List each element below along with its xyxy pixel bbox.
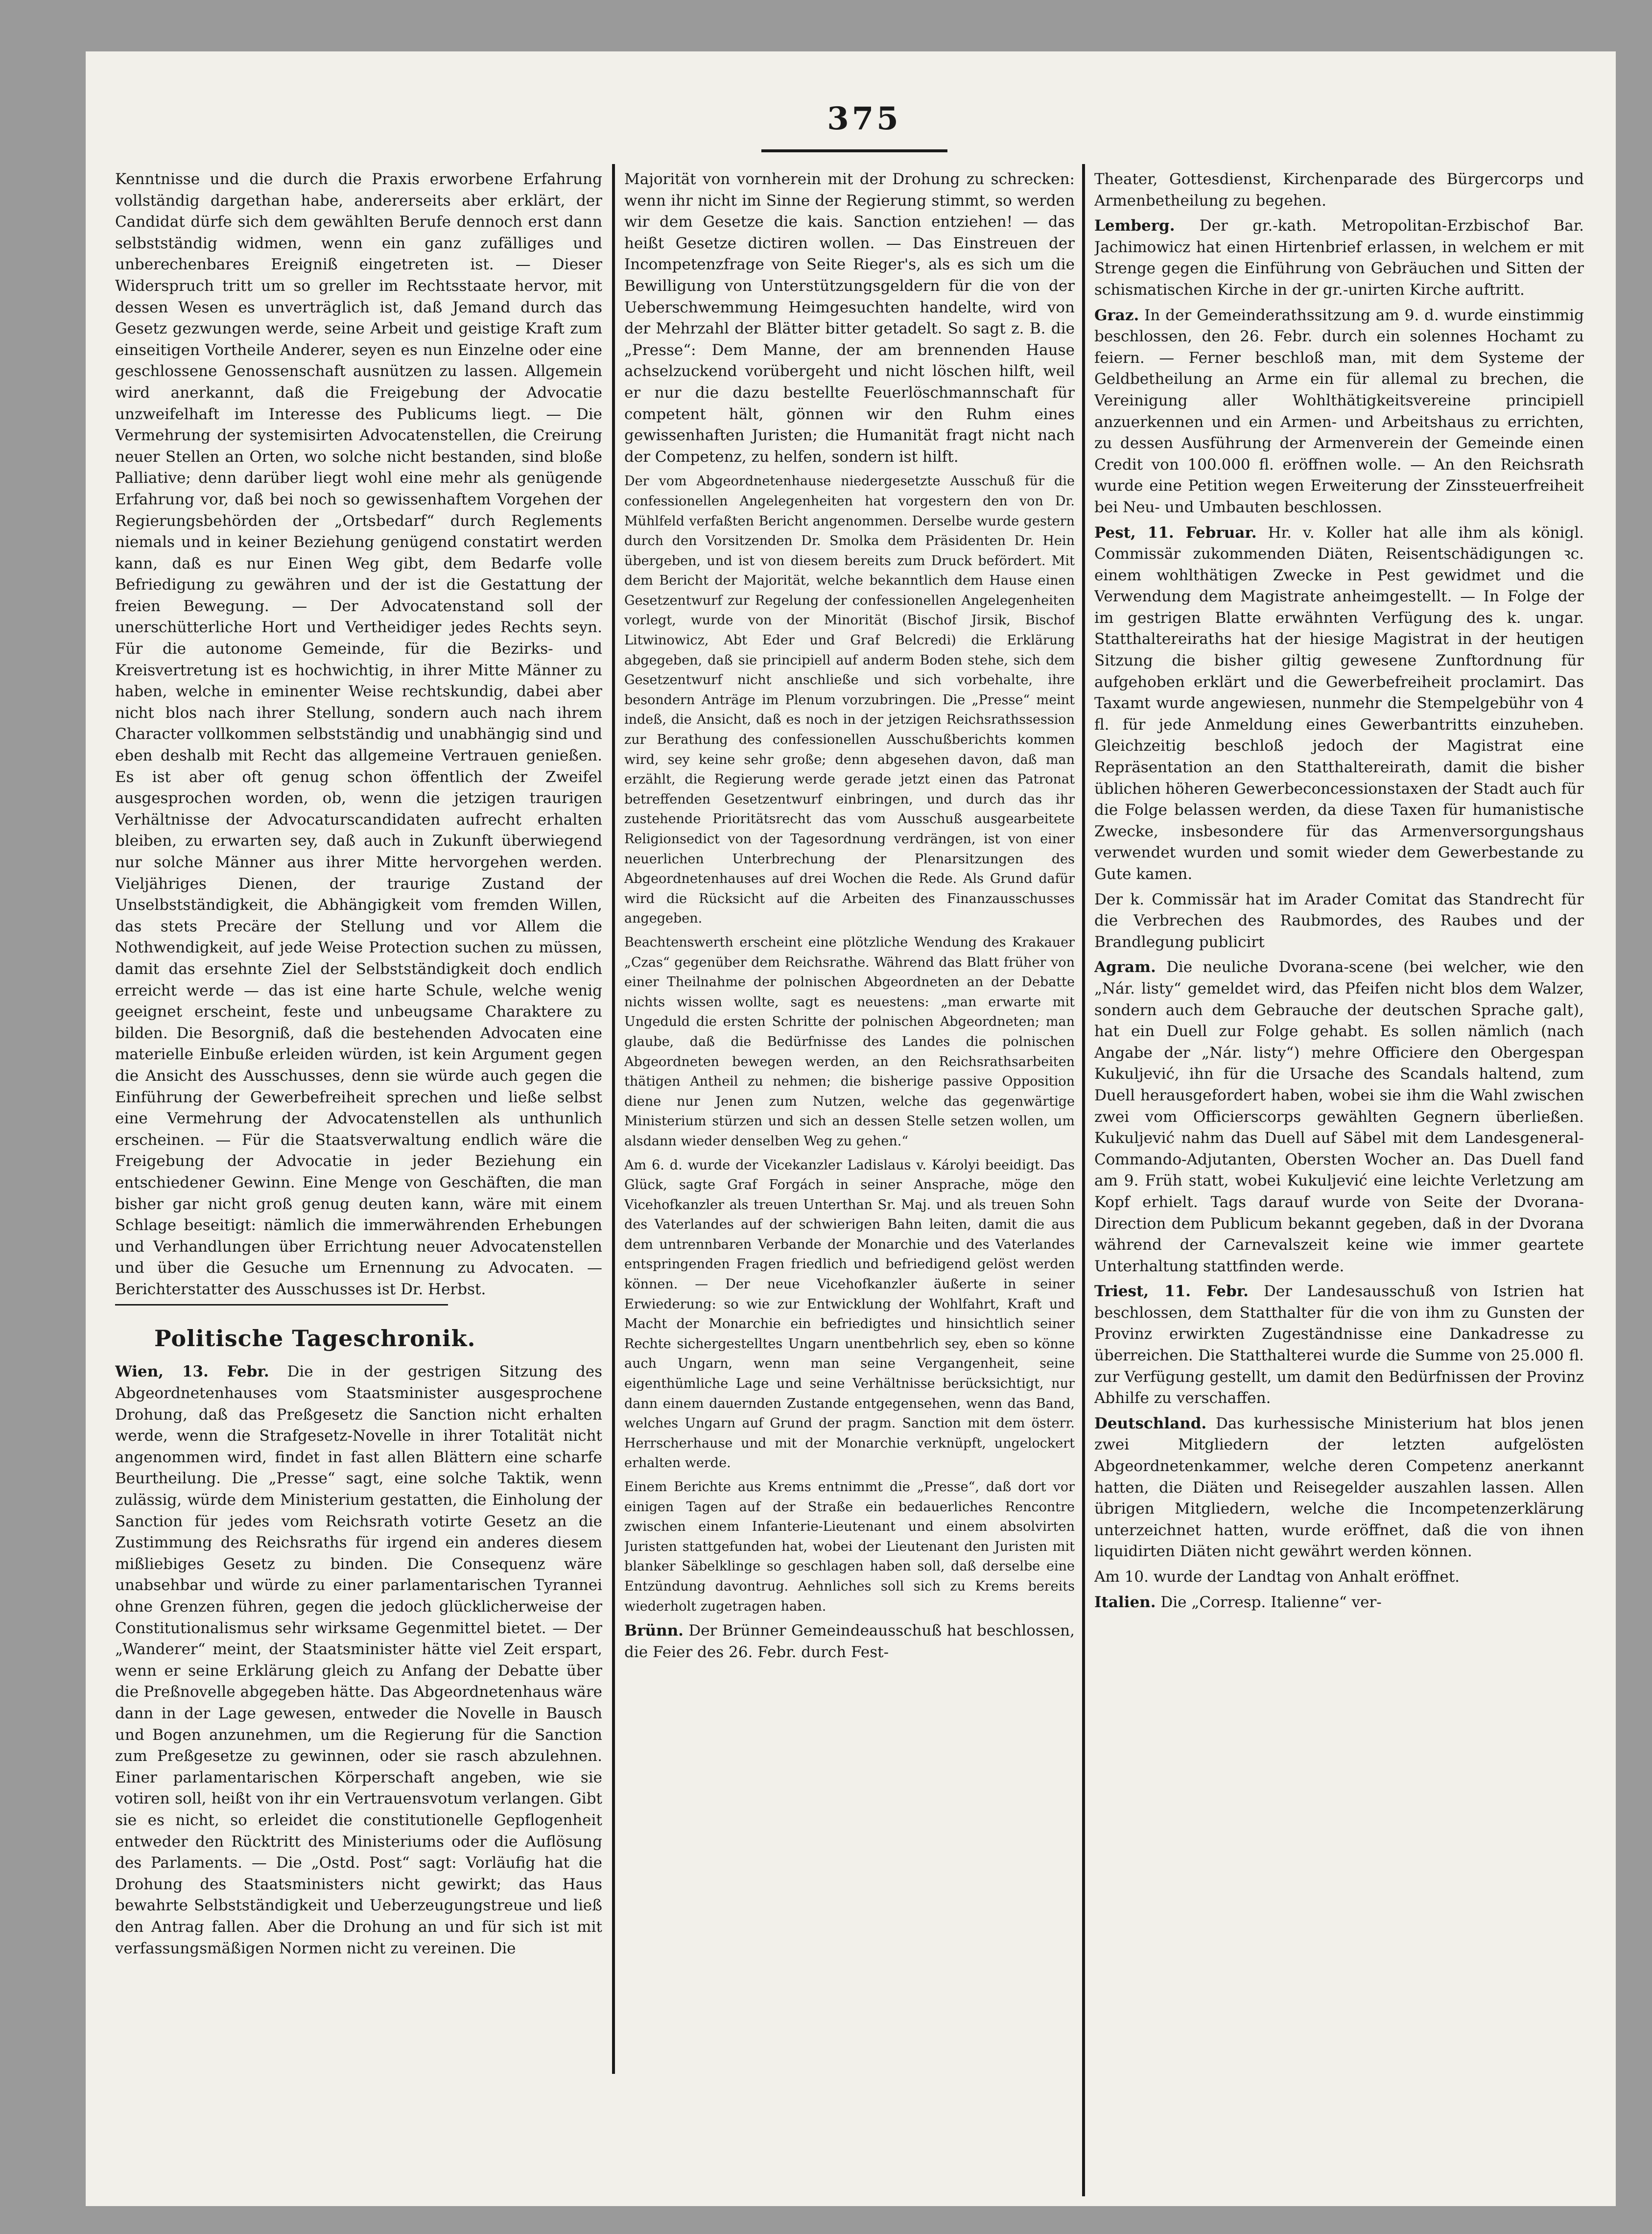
column-divider-left	[612, 164, 615, 2074]
column-middle	[624, 169, 1075, 1667]
dateline: Agram.	[1094, 958, 1156, 976]
article-paragraph: Pest, 11. Februar. Hr. v. Koller hat alle ihm als königl. Commissär zukommenden Diäten, Reisentschädigungen ꝛc. einem wohlthätigen Zwecke in Pest gewidmet und die Verwendung dem Magistrate anheimgestellt. — In Folge der im gestrigen Blatte erwähnten Verfügung des k. ungar. Statthaltereiraths hat der hiesige Magistrat in der heutigen Sitzung die bisher giltig gewesene Zunftordnung für aufgehoben erklärt und die Gewerbefreiheit proclamirt. Das Taxamt wurde angewiesen, nunmehr die Stempelgebühr von 4 fl. für jede Anmeldung eines Gewerbantritts einzuheben. Gleichzeitig beschloß jedoch der Magistrat eine Repräsentation an den Statthaltereirath, damit die bisher üblichen höheren Gewerbeconcessionstaxen der Stadt auch für die Folge belassen werden, da diese Taxen für humanistische Zwecke, insbesondere für das Armenversorgungshaus verwendet wurden und somit wieder dem Gewerbestande zu Gute kamen.	[1094, 523, 1584, 883]
article-paragraph: Am 6. d. wurde der Vicekanzler Ladislaus v. Károlyi beeidigt. Das Glück, sagte Graf Forgách in seiner Ansprache, möge den Vicehofkanzler als treuen Unterthan Sr. Maj. und als treuen Sohn des Vaterlandes auf der schwierigen Bahn leiten, damit die aus dem untrennbaren Verbande der Monarchie und des Vaterlandes entspringenden Fragen friedlich und befriedigend gelöst werden können. — Der neue Vicehofkanzler äußerte in seiner Erwiederung: so wie zur Entwicklung der Wohlfahrt, Kraft und Macht der Monarchie ein befriedigtes und hinsichtlich seiner Rechte sichergestelltes Ungarn unentbehrlich sey, eben so könne auch Ungarn, wenn man seine Vergangenheit, seine eigenthümliche Lage und seine Verhältnisse berücksichtigt, nur dann einem dauernden Zustande entgegensehen, wenn das Band, welches Ungarn auf Grund der pragm. Sanction mit dem österr. Herrscherhause und mit der Monarchie verknüpft, ungelockert erhalten werde.	[624, 1157, 1075, 1471]
article-paragraph: Deutschland. Das kurhessische Ministerium hat blos jenen zwei Mitgliedern der letzten aufgelösten Abgeordnetenkammer, welche deren Competenz anerkannt hatten, die Diäten und Reisegelder auszahlen lassen. Allen übrigen Mitgliedern, welche die Incompetenzerklärung unterzeichnet hatten, wurde eröffnet, daß die von ihnen liquidirten Diäten nicht gewährt werden können.	[1094, 1414, 1584, 1561]
section-title: Politische Tageschronik.	[154, 1325, 476, 1352]
article-paragraph: Lemberg. Der gr.-kath. Metropolitan-Erzbischof Bar. Jachimowicz hat einen Hirtenbrief erlassen, in welchem er mit Strenge gegen die Einführung von Gebräuchen und Sitten der schismatischen Kirche in der gr.-unirten Kirche auftritt.	[1094, 217, 1584, 299]
dateline: Lemberg.	[1094, 217, 1175, 235]
article-paragraph: Der vom Abgeordnetenhause niedergesetzte Ausschuß für die confessionellen Angelegenheiten hat vorgestern den von Dr. Mühlfeld verfaßten Bericht angenommen. Derselbe wurde gestern durch den Vorsitzenden Dr. Smolka dem Präsidenten Dr. Hein übergeben, und ist von diesem bereits zum Druck befördert. Mit dem Bericht der Majorität, welche bekanntlich dem Hause einen Gesetzentwurf zur Regelung der confessionellen Angelegenheiten vorlegt, wurde von der Minorität (Bischof Jirsik, Bischof Litwinowicz, Abt Eder und Graf Belcredi) die Erklärung abgegeben, daß sie principiell auf anderm Boden stehe, sich dem Gesetzentwurf nicht anschließe und sich vorbehalte, ihre besondern Anträge im Plenum vorzubringen. Die „Presse“ meint indeß, die Ansicht, daß es noch in der jetzigen Reichsrathssession zur Berathung des confessionellen Ausschußberichts kommen wird, sey keine sehr große; denn abgesehen davon, daß man erzählt, die Regierung werde gerade jetzt einen das Patronat betreffenden Gesetzentwurf einbringen, und durch das ihr zustehende Prioritätsrecht das vom Ausschuß ausgearbeitete Religionsedict von der Tagesordnung verdrängen, ist von einer neuerlichen Unterbrechung der Plenarsitzungen des Abgeordnetenhauses auf drei Wochen die Rede. Als Grund dafür wird die Rücksicht auf die Arbeiten des Finanzausschusses angegeben.	[624, 474, 1075, 927]
article-paragraph: Triest, 11. Febr. Der Landesausschuß von Istrien hat beschlossen, dem Statthalter für die von ihm zu Gunsten der Provinz erwirkten Zugeständnisse eine Dankadresse zu überreichen. Die Statthalterei wurde die Summe von 25.000 fl. zur Verfügung gestellt, um damit den Bedürfnissen der Provinz Abhilfe zu verschaffen.	[1094, 1283, 1584, 1407]
article-paragraph: Theater, Gottesdienst, Kirchenparade des Bürgercorps und Armenbetheilung zu begehen.	[1094, 170, 1584, 210]
article-paragraph: Am 10. wurde der Landtag von Anhalt eröffnet.	[1094, 1568, 1460, 1586]
article-paragraph: Der k. Commissär hat im Arader Comitat das Standrecht für die Verbrechen des Raubmordes, des Raubes und der Brandlegung publicirt	[1094, 890, 1584, 951]
dateline: Deutschland.	[1094, 1414, 1207, 1432]
page-number: 375	[827, 100, 901, 137]
dateline: Pest, 11. Februar.	[1094, 523, 1257, 542]
dateline: Wien, 13. Febr.	[115, 1363, 269, 1381]
dateline: Italien.	[1094, 1593, 1156, 1611]
section-rule	[115, 1304, 448, 1306]
article-paragraph: Einem Berichte aus Krems entnimmt die „Presse“, daß dort vor einigen Tagen auf der Straße ein bedauerliches Rencontre zwischen einem Infanterie-Lieutenant und einem absolvirten Juristen stattgefunden hat, wobei der Lieutenant den Juristen mit blanker Säbelklinge so geschlagen haben soll, daß derselbe eine Entzündung davontrug. Aehnliches soll sich zu Krems bereits wiederholt zugetragen haben.	[624, 1479, 1075, 1614]
newspaper-page	[86, 51, 1616, 2206]
article-paragraph: Majorität von vornherein mit der Drohung zu schrecken: wenn ihr nicht im Sinne der Regierung stimmt, so werden wir dem Gesetze die kais. Sanction entziehen! — das heißt Gesetze dictiren wollen. — Das Einstreuen der Incompetenzfrage von Seite Rieger's, als es sich um die Bewilligung von Unterstützungsgeldern für die von der Ueberschwemmung Heimgesuchten handelte, wird von der Mehrzahl der Blätter bitter getadelt. So sagt z. B. die „Presse“: Dem Manne, der am brennenden Hause achselzuckend vorübergeht und nicht löschen hilft, weil er nur die dazu bestellte Feuerlöschmannschaft für competent hält, gönnen wir den Ruhm eines gewissenhaften Juristen; die Humanität fragt nicht nach der Competenz, zu helfen, sondern ist hilft.	[624, 170, 1075, 466]
article-paragraph: Beachtenswerth erscheint eine plötzliche Wendung des Krakauer „Czas“ gegenüber dem Reichsrathe. Während das Blatt früher von einer Theilnahme der polnischen Abgeordneten an der Debatte nichts wissen wollte, sagt es neuestens: „man erwarte mit Ungeduld die ersten Schritte der polnischen Abgeordneten; man glaube, daß die Bedürfnisse des Landes die polnischen Abgeordneten bewegen werden, an den Reichsrathsarbeiten thätigen Antheil zu nehmen; die bisherige passive Opposition diene nur Jenen zum Nutzen, welche das gegenwärtige Ministerium stürzen und sich an dessen Stelle setzen wollen, um alsdann wieder denselben Weg zu gehen.“	[624, 934, 1075, 1149]
article-paragraph: Kenntnisse und die durch die Praxis erworbene Erfahrung vollständig dargethan habe, andererseits aber erklärt, der Candidat dürfe sich dem gewählten Berufe dennoch erst dann selbstständig widmen, wenn ein ganz zufälliges und unberechenbares Ereigniß eingetreten ist. — Dieser Widerspruch tritt um so greller im Rechtsstaate hervor, mit dessen Wesen es unverträglich ist, daß Jemand durch das Gesetz gezwungen werde, seine Arbeit und geistige Kraft zum einseitigen Vortheile Anderer, seyen es nun Einzelne oder eine geschlossene Genossenschaft ausnützen zu lassen. Allgemein wird anerkannt, daß die Freigebung der Advocatie unzweifelhaft im Interesse des Publicums liegt. — Die Vermehrung der systemisirten Advocatenstellen, die Creirung neuer Stellen an Orten, wo solche nicht bestanden, sind bloße Palliative; denn darüber liegt wohl eine mehr als genügende Erfahrung vor, daß bei noch so gewissenhaftem Vorgehen der Regierungsbehörden der „Ortsbedarf“ durch Reglements niemals und in keiner Beziehung genügend constatirt werden kann, daß es nur Einen Weg gibt, dem Bedarfe volle Befriedigung zu gewähren und der ist die Gestattung der freien Bewegung. — Der Advocatenstand soll der unerschütterliche Hort und Vertheidiger jedes Rechts seyn. Für die autonome Gemeinde, für die Bezirks- und Kreisvertretung ist es hochwichtig, in ihrer Mitte Männer zu haben, welche in eminenter Weise rechtskundig, dabei aber nicht blos nach ihrer Stellung, sondern auch nach ihrem Character vollkommen selbstständig und unabhängig sind und eben deshalb mit Recht das allgemeine Vertrauen genießen. Es ist aber oft genug schon öffentlich der Zweifel ausgesprochen worden, ob, wenn die jetzigen traurigen Verhältnisse der Advocaturscandidaten aufrecht erhalten bleiben, zu erwarten sey, daß auch in Zukunft überwiegend nur solche Männer aus ihrer Mitte hervorgehen werden. Vieljähriges Dienen, der traurige Zustand der Unselbstständigkeit, die Abhängigkeit vom fremden Willen, das stets Precäre der Stellung und vor Allem die Nothwendigkeit, auf jede Weise Protection suchen zu müssen, damit das ersehnte Ziel der Selbstständigkeit doch endlich erreicht werde — das ist eine harte Schule, welche wenig geeignet erscheint, feste und unbeugsame Charaktere zu bilden. Die Besorgniß, daß die bestehenden Advocaten eine materielle Einbuße erleiden würden, ist kein Argument gegen die Ansicht des Ausschusses, denn sie würde auch gegen die Einführung der Gewerbefreiheit sprechen und ließe selbst eine Vermehrung der Advocatenstellen als unthunlich erscheinen. — Für die Staatsverwaltung endlich wäre die Freigebung der Advocatie in jeder Beziehung ein entschiedener Gewinn. Eine Menge von Geschäften, die man bisher gar nicht groß genug deuten kann, wäre mit einem Schlage beseitigt: nämlich die immerwährenden Erhebungen und Verhandlungen über Errichtung neuer Advocatenstellen und über die Gesuche um Ernennung zu Advocaten. — Berichterstatter des Ausschusses ist Dr. Herbst.	[115, 170, 602, 1298]
header-rule	[761, 149, 947, 152]
article-paragraph: Wien, 13. Febr. Die in der gestrigen Sitzung des Abgeordnetenhauses vom Staatsminister ausgesprochene Drohung, daß das Preßgesetz die Sanction nicht erhalten werde, wenn die Strafgesetz-Novelle in ihrer Totalität nicht angenommen wird, findet in fast allen Blättern eine scharfe Beurtheilung. Die „Presse“ sagt, eine solche Taktik, wenn zulässig, würde dem Ministerium gestatten, die Einholung der Sanction für jedes vom Reichsrath votirte Gesetz an die Zustimmung des Reichsraths für irgend ein anderes diesem mißliebiges Gesetz zu binden. Die Consequenz wäre unabsehbar und würde zu einer parlamentarischen Tyrannei ohne Grenzen führen, gegen die jedoch glücklicherweise der Constitutionalismus sehr wirksame Gegenmittel bietet. — Der „Wanderer“ meint, der Staatsminister hätte viel Zeit erspart, wenn er seine Erklärung gleich zu Anfang der Debatte über die Preßnovelle abgegeben hätte. Das Abgeordnetenhaus wäre dann in der Lage gewesen, entweder die Novelle in Bausch und Bogen anzunehmen, um die Regierung für die Sanction zum Preßgesetze zu gewinnen, oder sie rasch abzulehnen. Einer parlamentarischen Körperschaft angeben, wie sie votiren soll, heißt von ihr ein Vertrauensvotum verlangen. Gibt sie es nicht, so erleidet die constitutionelle Gepflogenheit entweder den Rücktritt des Ministeriums oder die Auflösung des Parlaments. — Die „Ostd. Post“ sagt: Vorläufig hat die Drohung des Staatsministers nicht gewirkt; das Haus bewahrte Selbstständigkeit und Ueberzeugungstreue und ließ den Antrag fallen. Aber die Drohung an und für sich ist mit verfassungsmäßigen Normen nicht zu vereinen. Die	[115, 1363, 602, 1957]
article-paragraph: Agram. Die neuliche Dvorana-scene (bei welcher, wie den „Nár. listy“ gemeldet wird, das Pfeifen nicht blos dem Walzer, sondern auch dem Gebrauche der deutschen Sprache galt), hat ein Duell zur Folge gehabt. Es sollen nämlich (nach Angabe der „Nár. listy“) mehre Officiere den Obergespan Kukuljević, ihn für die Ursache des Scandals haltend, zum Duell herausgefordert haben, wobei sie ihm die Wahl zwischen zwei vom Officierscorps gewählten Gegnern überließen. Kukuljević nahm das Duell auf Säbel mit dem Landesgeneral-Commando-Adjutanten, Obersten Wocher an. Das Duell fand am 9. Früh statt, wobei Kukuljević eine leichte Verletzung am Kopf erhielt. Tags darauf wurde von Seite der Dvorana-Direction dem Publicum bekannt gegeben, daß in der Dvorana während der Carnevalszeit keine wie immer geartete Unterhaltung stattfinden werde.	[1094, 958, 1584, 1275]
dateline: Brünn.	[624, 1622, 684, 1640]
column-left	[115, 169, 602, 1963]
dateline: Graz.	[1094, 306, 1139, 324]
article-paragraph: Graz. In der Gemeinderathssitzung am 9. d. wurde einstimmig beschlossen, den 26. Febr. durch ein solennes Hochamt zu feiern. — Ferner beschloß man, mit dem Systeme der Geldbetheilung an Arme ein für allemal zu brechen, die Vereinigung aller Wohlthätigkeitsvereine principiell anzuerkennen und ein Armen- und Arbeitshaus zu errichten, zu dessen Ausführung der Armenverein der Gemeinde einen Credit von 100.000 fl. eröffnen wolle. — An den Reichsrath wurde eine Petition wegen Erweiterung der Zinssteuerfreiheit bei Neu- und Umbauten beschlossen.	[1094, 306, 1584, 516]
column-divider-right	[1082, 164, 1085, 2196]
article-paragraph: Brünn. Der Brünner Gemeindeausschuß hat beschlossen, die Feier des 26. Febr. durch Fest-	[624, 1622, 1075, 1661]
article-paragraph: Italien. Die „Corresp. Italienne“ ver-	[1094, 1593, 1382, 1611]
column-right	[1094, 169, 1584, 1617]
dateline: Triest, 11. Febr.	[1094, 1283, 1249, 1301]
